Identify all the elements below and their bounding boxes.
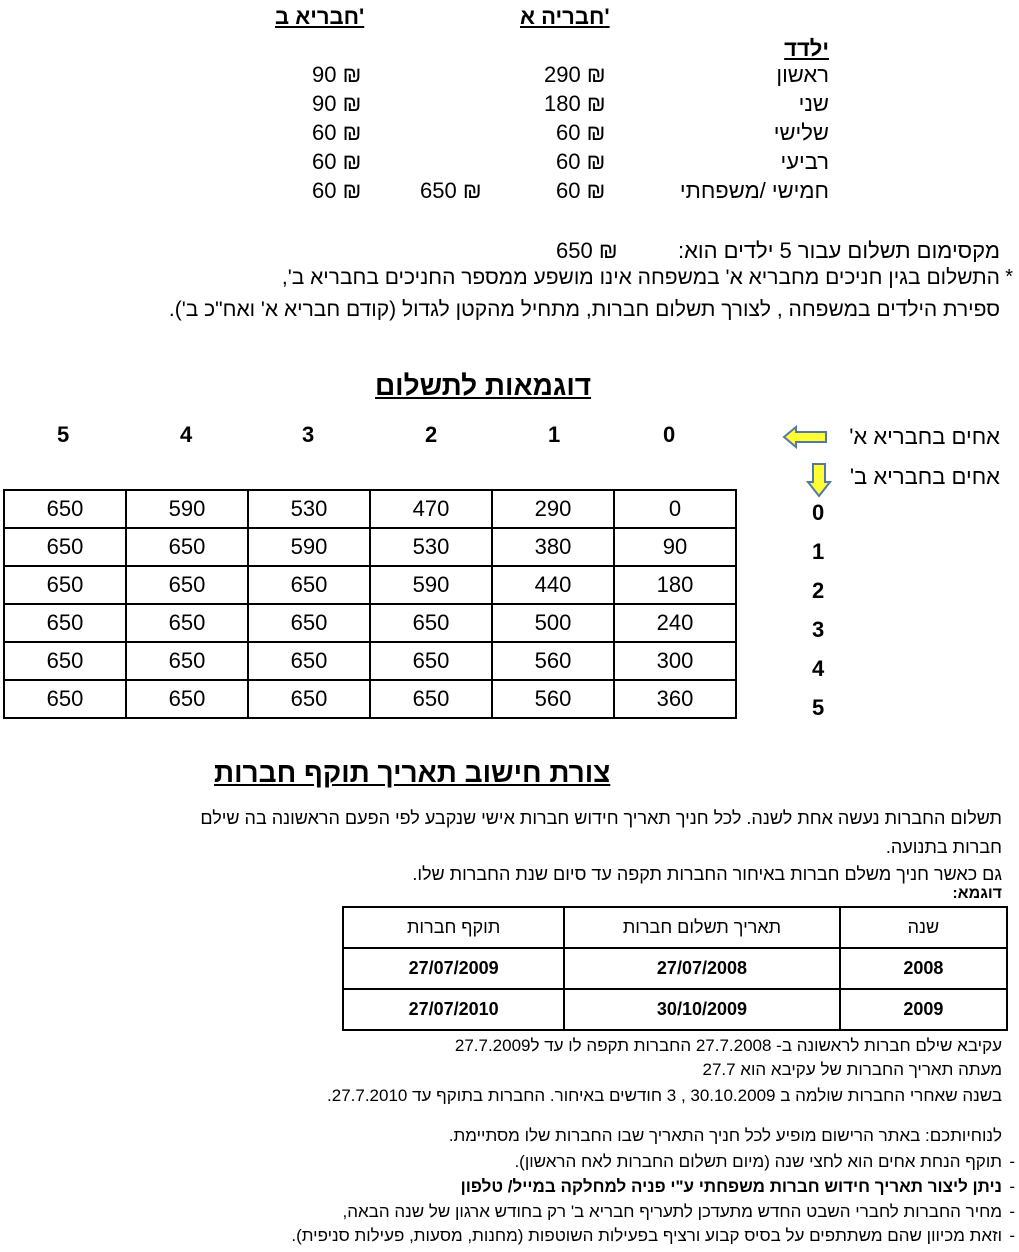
grid-cell: 180 [614, 566, 736, 604]
fee-row-b: 90 ₪ [312, 91, 362, 116]
max-payment-label: מקסימום תשלום עבור 5 ילדים הוא: [677, 238, 1000, 263]
grid-cell: 650 [126, 642, 248, 680]
example-label: דוגמא: [952, 885, 1002, 902]
grid-cell: 650 [248, 604, 370, 642]
table-row [4, 528, 736, 566]
table-row [4, 680, 736, 718]
grid-cell: 650 [126, 528, 248, 566]
table-header: שנה [840, 907, 1007, 948]
grid-cell: 290 [492, 490, 614, 528]
validity-para2: גם כאשר חניך משלם חברות באיחור החברות תקפה עד סיום שנת החברות שלו. [412, 864, 1002, 884]
siblings-b-label: אחים בחבריא ב' [849, 464, 1000, 489]
validity-title: צורת חישוב תאריך תוקף חברות [214, 757, 611, 788]
note-star: * [1005, 266, 1013, 288]
fee-row-a: 60 ₪ [556, 178, 606, 203]
grid-cell: 650 [248, 566, 370, 604]
grid-cell: 560 [492, 642, 614, 680]
table-cell: 27/07/2009 [343, 948, 564, 989]
child-header: ילדד [784, 36, 829, 61]
grid-cell: 380 [492, 528, 614, 566]
grid-cell: 650 [126, 566, 248, 604]
fee-row-b: 60 ₪ [312, 178, 362, 203]
fee-row-label: רביעי [780, 149, 829, 174]
row-header: 0 [812, 500, 825, 525]
table-cell: 30/10/2009 [564, 989, 839, 1030]
grid-cell: 0 [614, 490, 736, 528]
fee-row-label: שני [798, 91, 829, 116]
explanation-line-1: עקיבא שילם חברות לראשונה ב- 27.7.2008 החברות תקפה לו עד ל27.7.2009 [454, 1036, 1002, 1055]
grid-cell: 650 [4, 680, 126, 718]
explanation-line-2: מעתה תאריך החברות של עקיבא הוא 27.7 [702, 1060, 1002, 1079]
grid-cell: 440 [492, 566, 614, 604]
fee-row-b: 60 ₪ [312, 120, 362, 145]
examples-title: דוגמאות לתשלום [375, 370, 592, 401]
fee-row-a: 290 ₪ [544, 62, 606, 87]
grid-cell: 650 [248, 680, 370, 718]
siblings-a-label: אחים בחבריא א' [849, 424, 1000, 449]
table-row [4, 642, 736, 680]
bullet-mark: - [1009, 1226, 1015, 1245]
table-row [343, 948, 1007, 989]
grid-cell: 300 [614, 642, 736, 680]
note-line-2: ספירת הילדים במשפחה , לצורך תשלום חברות, מתחיל מהקטן לגדול (קודם חבריא א' ואח"כ ב'). [168, 298, 1000, 321]
fee-row-b: 90 ₪ [312, 62, 362, 87]
table-cell: 27/07/2010 [343, 989, 564, 1030]
table-row [4, 604, 736, 642]
fees-header-a: חבריה א' [520, 4, 610, 29]
validity-para1-line2: חברות בתנועה. [885, 837, 1002, 857]
table-header: תוקף חברות [343, 907, 564, 948]
col-header: 2 [425, 422, 438, 447]
col-header: 5 [57, 422, 70, 447]
col-header: 4 [180, 422, 193, 447]
col-header: 0 [663, 422, 676, 447]
note-line-1: התשלום בגין חניכים מחבריא א' במשפחה אינו מושפע ממספר החניכים בחבריא ב', [281, 266, 1000, 289]
table-header: תאריך תשלום חברות [564, 907, 839, 948]
bullet-item: תוקף הנחת אחים הוא לחצי שנה (מיום תשלום החברות לאח הראשון). [514, 1152, 1002, 1171]
table-cell: 2008 [840, 948, 1007, 989]
fee-row-extra: 650 ₪ [420, 178, 482, 203]
row-header: 1 [812, 539, 825, 564]
fees-header-b: חבריא ב' [275, 4, 365, 29]
grid-cell: 650 [248, 642, 370, 680]
fee-row-label: חמישי /משפחתי [679, 178, 829, 203]
col-header: 1 [548, 422, 561, 447]
col-header: 3 [302, 422, 315, 447]
validity-para1-line1: תשלום החברות נעשה אחת לשנה. לכל חניך תאריך חידוש חברות אישי שנקבע לפי הפעם הראשונה בה שילם [200, 808, 1002, 828]
grid-cell: 650 [4, 566, 126, 604]
bullet-mark: - [1009, 1177, 1015, 1196]
grid-cell: 360 [614, 680, 736, 718]
grid-cell: 650 [370, 604, 492, 642]
fee-row-b: 60 ₪ [312, 149, 362, 174]
table-cell: 2009 [840, 989, 1007, 1030]
fee-row-label: ראשון [776, 62, 829, 87]
grid-cell: 470 [370, 490, 492, 528]
examples-grid [3, 489, 737, 719]
table-row [4, 490, 736, 528]
notice-intro: לנוחיותכם: באתר הרישום מופיע לכל חניך התאריך שבו החברות שלו מסתיימת. [448, 1126, 1002, 1145]
bullet-item: ניתן ליצור תאריך חידוש חברות משפחתי ע"י פניה למחלקה במייל/ טלפון [460, 1177, 1002, 1196]
grid-cell: 90 [614, 528, 736, 566]
grid-cell: 650 [4, 528, 126, 566]
table-row [343, 907, 1007, 948]
bullet-mark: - [1009, 1152, 1015, 1171]
fee-row-a: 60 ₪ [556, 120, 606, 145]
grid-cell: 650 [4, 642, 126, 680]
bullet-item: מחיר החברות לחברי השבט החדש מתעדכן לתעריף חבריא ב' רק בחודש ארגון של שנה הבאה, [342, 1202, 1002, 1221]
grid-cell: 590 [126, 490, 248, 528]
grid-cell: 650 [126, 604, 248, 642]
grid-cell: 590 [370, 566, 492, 604]
grid-cell: 500 [492, 604, 614, 642]
table-row [343, 989, 1007, 1030]
grid-cell: 650 [370, 642, 492, 680]
grid-cell: 240 [614, 604, 736, 642]
row-header: 3 [812, 617, 825, 642]
grid-cell: 590 [248, 528, 370, 566]
grid-cell: 650 [126, 680, 248, 718]
membership-example-table [342, 906, 1008, 1031]
bullet-mark: - [1009, 1202, 1015, 1221]
grid-cell: 650 [4, 490, 126, 528]
grid-cell: 530 [248, 490, 370, 528]
bullet-item: וזאת מכיוון שהם משתתפים על בסיס קבוע ורציף בפעילות השוטפות (מחנות, מסעות, פעילות סניפית). [291, 1226, 1002, 1245]
row-headers [806, 492, 836, 732]
grid-cell: 560 [492, 680, 614, 718]
fee-row-a: 180 ₪ [544, 91, 606, 116]
grid-cell: 650 [370, 680, 492, 718]
arrow-left-icon [782, 425, 828, 449]
row-header: 4 [812, 656, 825, 681]
grid-cell: 530 [370, 528, 492, 566]
row-header: 2 [812, 578, 825, 603]
fee-row-label: שלישי [773, 120, 829, 145]
table-row [4, 566, 736, 604]
grid-cell: 650 [4, 604, 126, 642]
explanation-line-3: בשנה שאחרי החברות שולמה ב 30.10.2009 , 3 חודשים באיחור. החברות בתוקף עד 27.7.2010. [327, 1086, 1002, 1105]
fee-row-a: 60 ₪ [556, 149, 606, 174]
table-cell: 27/07/2008 [564, 948, 839, 989]
max-payment-value: 650 ₪ [556, 238, 618, 263]
row-header: 5 [812, 695, 825, 720]
